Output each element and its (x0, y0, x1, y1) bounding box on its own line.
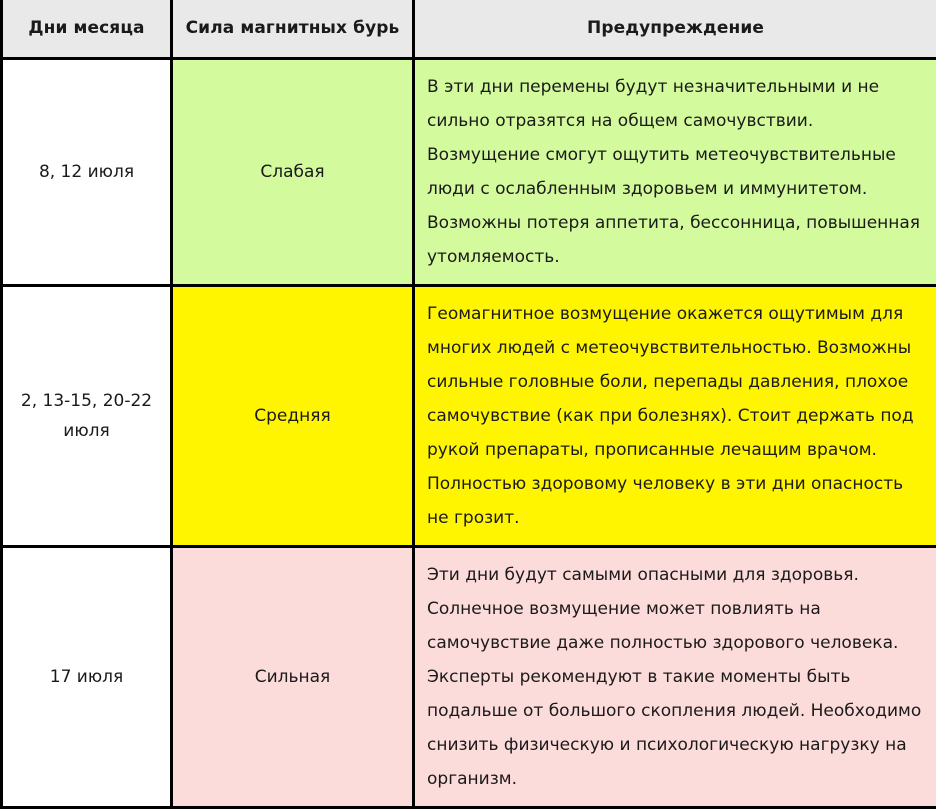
cell-storm-power: Средняя (172, 285, 414, 546)
cell-warning: Геомагнитное возмущение окажется ощутимым для многих людей с метеочувствительностью. Возможны сильные головные боли, перепады давления, плохое самочувствие (как при болезнях). Стоит держать под рукой препараты, прописанные лечащим врачом. Полностью здоровому человеку в эти дни опасность не грозит. (414, 285, 936, 546)
cell-storm-power: Сильная (172, 546, 414, 807)
column-header-warning: Предупреждение (414, 0, 936, 58)
cell-days: 8, 12 июля (2, 58, 172, 285)
cell-warning: Эти дни будут самыми опасными для здоровья. Солнечное возмущение может повлиять на самочувствие даже полностью здорового человека. Эксперты рекомендуют в такие моменты быть подальше от большого скопления людей. Необходимо снизить физическую и психологическую нагрузку на организм. (414, 546, 936, 807)
column-header-storm-power: Сила магнитных бурь (172, 0, 414, 58)
column-header-days: Дни месяца (2, 0, 172, 58)
cell-days: 2, 13-15, 20-22 июля (2, 285, 172, 546)
cell-storm-power: Слабая (172, 58, 414, 285)
cell-warning: В эти дни перемены будут незначительными и не сильно отразятся на общем самочувствии. Возмущение смогут ощутить метеочувствительные люди с ослабленным здоровьем и иммунитетом. Возможны потеря аппетита, бессонница, повышенная утомляемость. (414, 58, 936, 285)
table-header (2, 0, 936, 58)
table-row (2, 285, 936, 546)
table-row (2, 546, 936, 807)
table-body (2, 58, 936, 807)
header-row (2, 0, 936, 58)
table-row (2, 58, 936, 285)
cell-days: 17 июля (2, 546, 172, 807)
